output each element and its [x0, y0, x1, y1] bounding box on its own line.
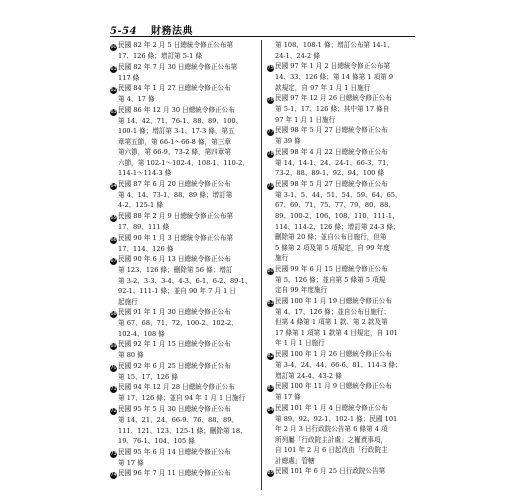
entry-text: 民國 91 年 1 月 30 日總統令修正公布	[118, 308, 231, 317]
amendment-entry-continuation	[110, 51, 260, 62]
amendment-entry-continuation	[267, 328, 417, 339]
amendment-entry-start	[110, 382, 260, 393]
amendment-entry-continuation	[267, 211, 417, 222]
amendment-entry-continuation	[267, 51, 417, 62]
entry-text: 117 條	[118, 73, 140, 82]
entry-text: 所列屬「行政院主計處」之權責事項，	[275, 435, 388, 444]
entry-text: 第 3-4、24、44、66-6、81、114-3 條；	[275, 361, 402, 370]
amendment-entry-continuation	[110, 415, 260, 426]
entry-number-badge: 60	[110, 44, 117, 50]
entry-text: 89、100-2、106、108、110、111-1、	[275, 212, 399, 221]
entry-number-badge: 63	[110, 108, 117, 115]
amendment-entry-start	[110, 404, 260, 415]
amendment-entry-continuation	[110, 393, 260, 404]
amendment-entry-start	[267, 125, 417, 136]
entry-text: 100-1 條；增訂第 3-1、17-3 條，第五	[118, 127, 235, 136]
entry-text: 民國 100 年 11 月 9 日總統令修正公布	[275, 382, 392, 391]
amendment-entry-start	[267, 179, 417, 190]
amendment-entry-continuation	[267, 158, 417, 169]
entry-text: 但第 4 條第 1 項第 1 款、第 2 款及第	[275, 318, 388, 327]
entry-text: 民國 87 年 6 月 20 日總統令修正公布	[118, 179, 231, 188]
entry-text: 民國 82 年 2 月 5 日總統令修正公布第	[118, 41, 234, 49]
entry-number-badge: 85	[267, 470, 274, 477]
amendment-entry-continuation	[110, 222, 260, 233]
amendment-entry-continuation	[110, 244, 260, 255]
amendment-entry-start	[110, 105, 260, 116]
entry-text: 第 89、92、92-1、102-1 條；民國 101	[275, 414, 398, 423]
entry-number-badge: 68	[110, 311, 117, 318]
amendment-entry-continuation	[110, 200, 260, 211]
entry-text: 第 15、17、126 條	[118, 372, 178, 381]
entry-number-badge: 66	[110, 236, 117, 243]
entry-number-badge: 83	[267, 385, 274, 392]
amendment-entry-start	[267, 349, 417, 360]
amendment-entry-continuation	[110, 458, 260, 469]
amendment-entry-start	[110, 62, 260, 73]
entry-text: 自 101 年 2 月 6 日起改由「行政院主	[275, 446, 388, 455]
entry-number-badge: 79	[267, 182, 274, 189]
entry-number-badge: 81	[267, 299, 274, 306]
page-header	[110, 22, 410, 37]
amendment-entry-start	[267, 466, 417, 477]
entry-text: 92-1、111-1 條；並自 90 年 7 月 1 日	[118, 287, 237, 296]
amendment-entry-start	[110, 233, 260, 244]
entry-text: 19、76-1、104、105 條	[118, 437, 195, 446]
entry-text: 第 14、42、71、76-1、88、89、100、	[118, 116, 243, 125]
amendment-entry-continuation	[110, 372, 260, 383]
entry-text: 民國 101 年 1 月 4 日總統令修正公布	[275, 403, 388, 412]
entry-text: 民國 92 年 6 月 25 日總統令修正公布	[118, 361, 231, 370]
amendment-entry-continuation	[267, 232, 417, 243]
amendment-entry-continuation	[110, 168, 260, 179]
amendment-entry-continuation	[110, 286, 260, 297]
amendment-entry-continuation	[267, 115, 417, 126]
entry-text: 民國 84 年 1 月 27 日總統令修正公布	[118, 84, 231, 93]
amendment-entry-continuation	[267, 253, 417, 264]
amendment-entry-start	[110, 468, 260, 479]
entry-number-badge: 70	[110, 364, 117, 371]
entry-text: 第 3-2、3-3、3-4、4-3、6-1、6-2、89-1、	[118, 276, 252, 285]
amendment-entry-continuation	[110, 276, 260, 287]
entry-text: 5 條第 2 項及第 5 項規定，自 99 年度	[275, 243, 390, 252]
entry-text: 施行	[275, 254, 289, 263]
amendment-entry-continuation	[267, 83, 417, 94]
entry-text: 增訂第 24-4、43-2 條	[275, 371, 342, 380]
amendment-entry-continuation	[267, 360, 417, 371]
entry-text: 民國 97 年 12 月 26 日總統令修正公布	[275, 94, 392, 103]
amendment-entry-continuation	[110, 426, 260, 437]
entry-text: 民國 100 年 1 月 26 日總統令修正公布	[275, 350, 392, 359]
entry-text: 民國 90 年 6 月 13 日總統令修正公布	[118, 255, 231, 264]
entry-text: 第 4、17、126 條；並自公布日施行；	[275, 307, 391, 316]
amendment-entry-start	[267, 381, 417, 392]
entry-text: 第 14、21、24、66-9、76、88、89、	[118, 416, 239, 425]
entry-number-badge: 74	[110, 472, 117, 479]
amendment-entry-start	[267, 296, 417, 307]
entry-text: 第 17 條	[118, 458, 144, 467]
entry-text: 民國 99 年 6 月 15 日總統令修正公布	[275, 264, 388, 273]
amendment-entry-continuation	[110, 116, 260, 127]
amendment-entry-continuation	[267, 445, 417, 456]
amendment-entry-continuation	[267, 136, 417, 147]
amendment-entry-start	[110, 361, 260, 372]
entry-text: 114、114-2、126 條；增訂第 24-3 條；	[275, 222, 400, 231]
entry-text: 102-4、108 條	[118, 329, 165, 338]
amendment-entry-continuation	[110, 297, 260, 308]
entry-text: 第 108、108-1 條；增訂公布第 14-1、	[275, 41, 394, 49]
amendment-entry-start	[267, 403, 417, 414]
entry-number-badge: 82	[267, 353, 274, 360]
entry-text: 刪除第 20 條；並自公布日施行，但第	[275, 233, 387, 242]
entry-text: 第 17 條	[275, 393, 301, 402]
entry-text: 民國 90 年 1 月 3 日總統令修正公布第	[118, 233, 234, 242]
entry-text: 4-2、125-1 條	[118, 201, 163, 210]
entry-text: 第 14、14-1、24、24-1、66-3、71、	[275, 158, 393, 167]
amendment-entry-continuation	[267, 104, 417, 115]
amendment-entry-continuation	[110, 265, 260, 276]
entry-text: 民國 101 年 6 月 25 日行政院公告第	[275, 467, 386, 476]
amendment-entry-start	[110, 179, 260, 190]
entry-text: 計總處」管轄	[275, 456, 315, 465]
entry-number-badge: 76	[267, 97, 274, 104]
amendment-entry-continuation	[110, 73, 260, 84]
entry-number-badge: 69	[110, 343, 117, 350]
entry-number-badge: 71	[110, 386, 117, 393]
amendment-entry-continuation	[110, 329, 260, 340]
entry-text: 第 17、126 條；並自 94 年 1 月 1 日施行	[118, 394, 246, 403]
amendment-entry-continuation	[110, 94, 260, 105]
page-number: 5-54	[110, 26, 138, 37]
entry-text: 民國 95 年 6 月 14 日總統令修正公布	[118, 447, 231, 456]
amendment-entry-continuation	[110, 318, 260, 329]
entry-text: 民國 86 年 12 月 30 日總統令修正公布	[118, 105, 235, 114]
amendment-entry-continuation	[267, 338, 417, 349]
amendment-entry-start	[110, 447, 260, 458]
entry-text: 第 123、126 條；刪除第 56 條；增訂	[118, 266, 233, 275]
book-title: 財務法典	[151, 26, 194, 37]
entry-text: 民國 98 年 5 月 27 日總統令修正公布	[275, 126, 388, 135]
entry-text: 第 3-1、5、44、51、54、59、64、65、	[275, 190, 402, 199]
entry-number-badge: 77	[267, 129, 274, 136]
entry-number-badge: 62	[110, 87, 117, 94]
entry-text: 民國 92 年 1 月 15 日總統令修正公布	[118, 340, 231, 349]
entry-text: 第 5、126 條；並自第 5 條第 5 項規	[275, 275, 386, 284]
entry-text: 民國 98 年 4 月 22 日總統令修正公布	[275, 147, 388, 156]
entry-text: 民國 97 年 1 月 2 日總統令修正公布第	[275, 62, 391, 71]
entry-text: 章第五節，第 66-1～66-8 條，第三章	[118, 137, 231, 146]
amendment-entry-continuation	[267, 317, 417, 328]
amendment-entry-continuation	[110, 147, 260, 158]
amendment-entry-continuation	[267, 72, 417, 83]
amendment-entry-continuation	[267, 190, 417, 201]
entry-text: 民國 82 年 7 月 30 日總統令修正公布第	[118, 62, 238, 71]
entry-text: 97 年 1 月 1 日施行	[275, 115, 336, 124]
entry-text: 第 39 條	[275, 137, 301, 146]
amendment-entry-continuation	[267, 435, 417, 446]
amendment-entry-start	[110, 211, 260, 222]
amendment-entry-continuation	[110, 190, 260, 201]
entry-text: 起施行	[118, 297, 138, 306]
amendment-entry-continuation	[267, 307, 417, 318]
amendment-entry-continuation	[110, 350, 260, 361]
entry-text: 17、126 條；增訂第 5-1 條	[118, 52, 203, 60]
entry-text: 第 67、68、71、72、100-2、102-2、	[118, 319, 238, 328]
amendment-entry-continuation	[267, 200, 417, 211]
amendment-entry-continuation	[267, 371, 417, 382]
amendment-entry-start	[267, 61, 417, 72]
entry-text: 17、89、111 條	[118, 223, 170, 232]
amendment-entry-start	[110, 307, 260, 318]
entry-text: 民國 96 年 7 月 11 日總統令修正公布	[118, 469, 231, 478]
amendment-entry-continuation	[267, 424, 417, 435]
entry-number-badge: 72	[110, 408, 117, 415]
entry-number-badge: 64	[110, 182, 117, 189]
amendment-entry-continuation	[267, 168, 417, 179]
entry-text: 14、33、126 條；第 14 條第 1 項第 9	[275, 73, 394, 82]
entry-text: 17 條第 1 項第 1 款第 4 目規定，自 101	[275, 328, 398, 337]
amendment-entry-continuation	[267, 392, 417, 403]
entry-text: 年 1 月 1 日施行	[275, 339, 325, 348]
amendment-entry-continuation	[110, 436, 260, 447]
amendment-entry-continuation	[267, 40, 417, 51]
amendment-entry-continuation	[267, 285, 417, 296]
entry-text: 民國 100 年 1 月 19 日總統令修正公布	[275, 296, 392, 305]
column-divider	[261, 40, 262, 490]
amendment-entry-start	[110, 339, 260, 350]
entry-number-badge: 65	[110, 215, 117, 222]
entry-number-badge: 78	[267, 150, 274, 157]
entry-text: 第 80 條	[118, 351, 144, 360]
entry-text: 114-1～114-3 條	[118, 169, 172, 178]
entry-text: 六節，第 102-1～102-4、108-1、110-2、	[118, 158, 249, 167]
amendment-entry-continuation	[267, 414, 417, 425]
entry-text: 67、69、71、75、77、79、80、88、	[275, 201, 395, 210]
entry-text: 年 2 月 3 日行政院公告第 6 條第 4 項	[275, 425, 388, 434]
amendment-entry-start	[267, 93, 417, 104]
amendment-entry-start	[110, 83, 260, 94]
entry-text: 第六節，第 66-9、73-2 條，第四章第	[118, 148, 231, 157]
entry-text: 17、114、126 條	[118, 244, 174, 253]
entry-text: 民國 95 年 5 月 30 日總統令修正公布	[118, 405, 231, 414]
entry-number-badge: 75	[267, 65, 274, 72]
entry-text: 24-1、24-2 條	[275, 51, 320, 60]
entry-text: 民國 94 年 12 月 28 日總統令修正公布	[118, 383, 235, 392]
entry-text: 第 4、14、73-1、88、89 條；增訂第	[118, 190, 233, 199]
entry-text: 第 4、17 條	[118, 95, 155, 104]
header-rule	[110, 36, 415, 37]
left-column	[110, 40, 260, 479]
amendment-entry-continuation	[267, 243, 417, 254]
amendment-entry-continuation	[267, 456, 417, 467]
amendment-entry-continuation	[110, 137, 260, 148]
entry-text: 民國 98 年 5 月 27 日總統令修正公布	[275, 179, 388, 188]
amendment-entry-start	[110, 40, 260, 51]
amendment-entry-start	[267, 264, 417, 275]
entry-number-badge: 80	[267, 267, 274, 274]
entry-number-badge: 61	[110, 65, 117, 72]
entry-text: 73-2、88、89-1、92、94、100 條	[275, 169, 385, 178]
right-column	[267, 40, 417, 477]
entry-text: 款規定，自 97 年 1 月 1 日施行	[275, 83, 371, 92]
entry-text: 第 5-1、17、126 條；其中第 17 條自	[275, 105, 390, 114]
entry-number-badge: 67	[110, 258, 117, 265]
entry-text: 民國 88 年 2 月 9 日總統令修正公布第	[118, 212, 234, 221]
entry-text: 111、121、123、125-1 條；刪除第 18、	[118, 426, 247, 435]
entry-number-badge: 73	[110, 450, 117, 457]
entry-number-badge: 84	[267, 406, 274, 413]
amendment-entry-start	[110, 254, 260, 265]
amendment-entry-continuation	[110, 158, 260, 169]
entry-text: 定自 99 年度施行	[275, 286, 328, 295]
amendment-entry-continuation	[267, 275, 417, 286]
amendment-entry-continuation	[110, 126, 260, 137]
amendment-entry-start	[267, 147, 417, 158]
amendment-entry-continuation	[267, 222, 417, 233]
